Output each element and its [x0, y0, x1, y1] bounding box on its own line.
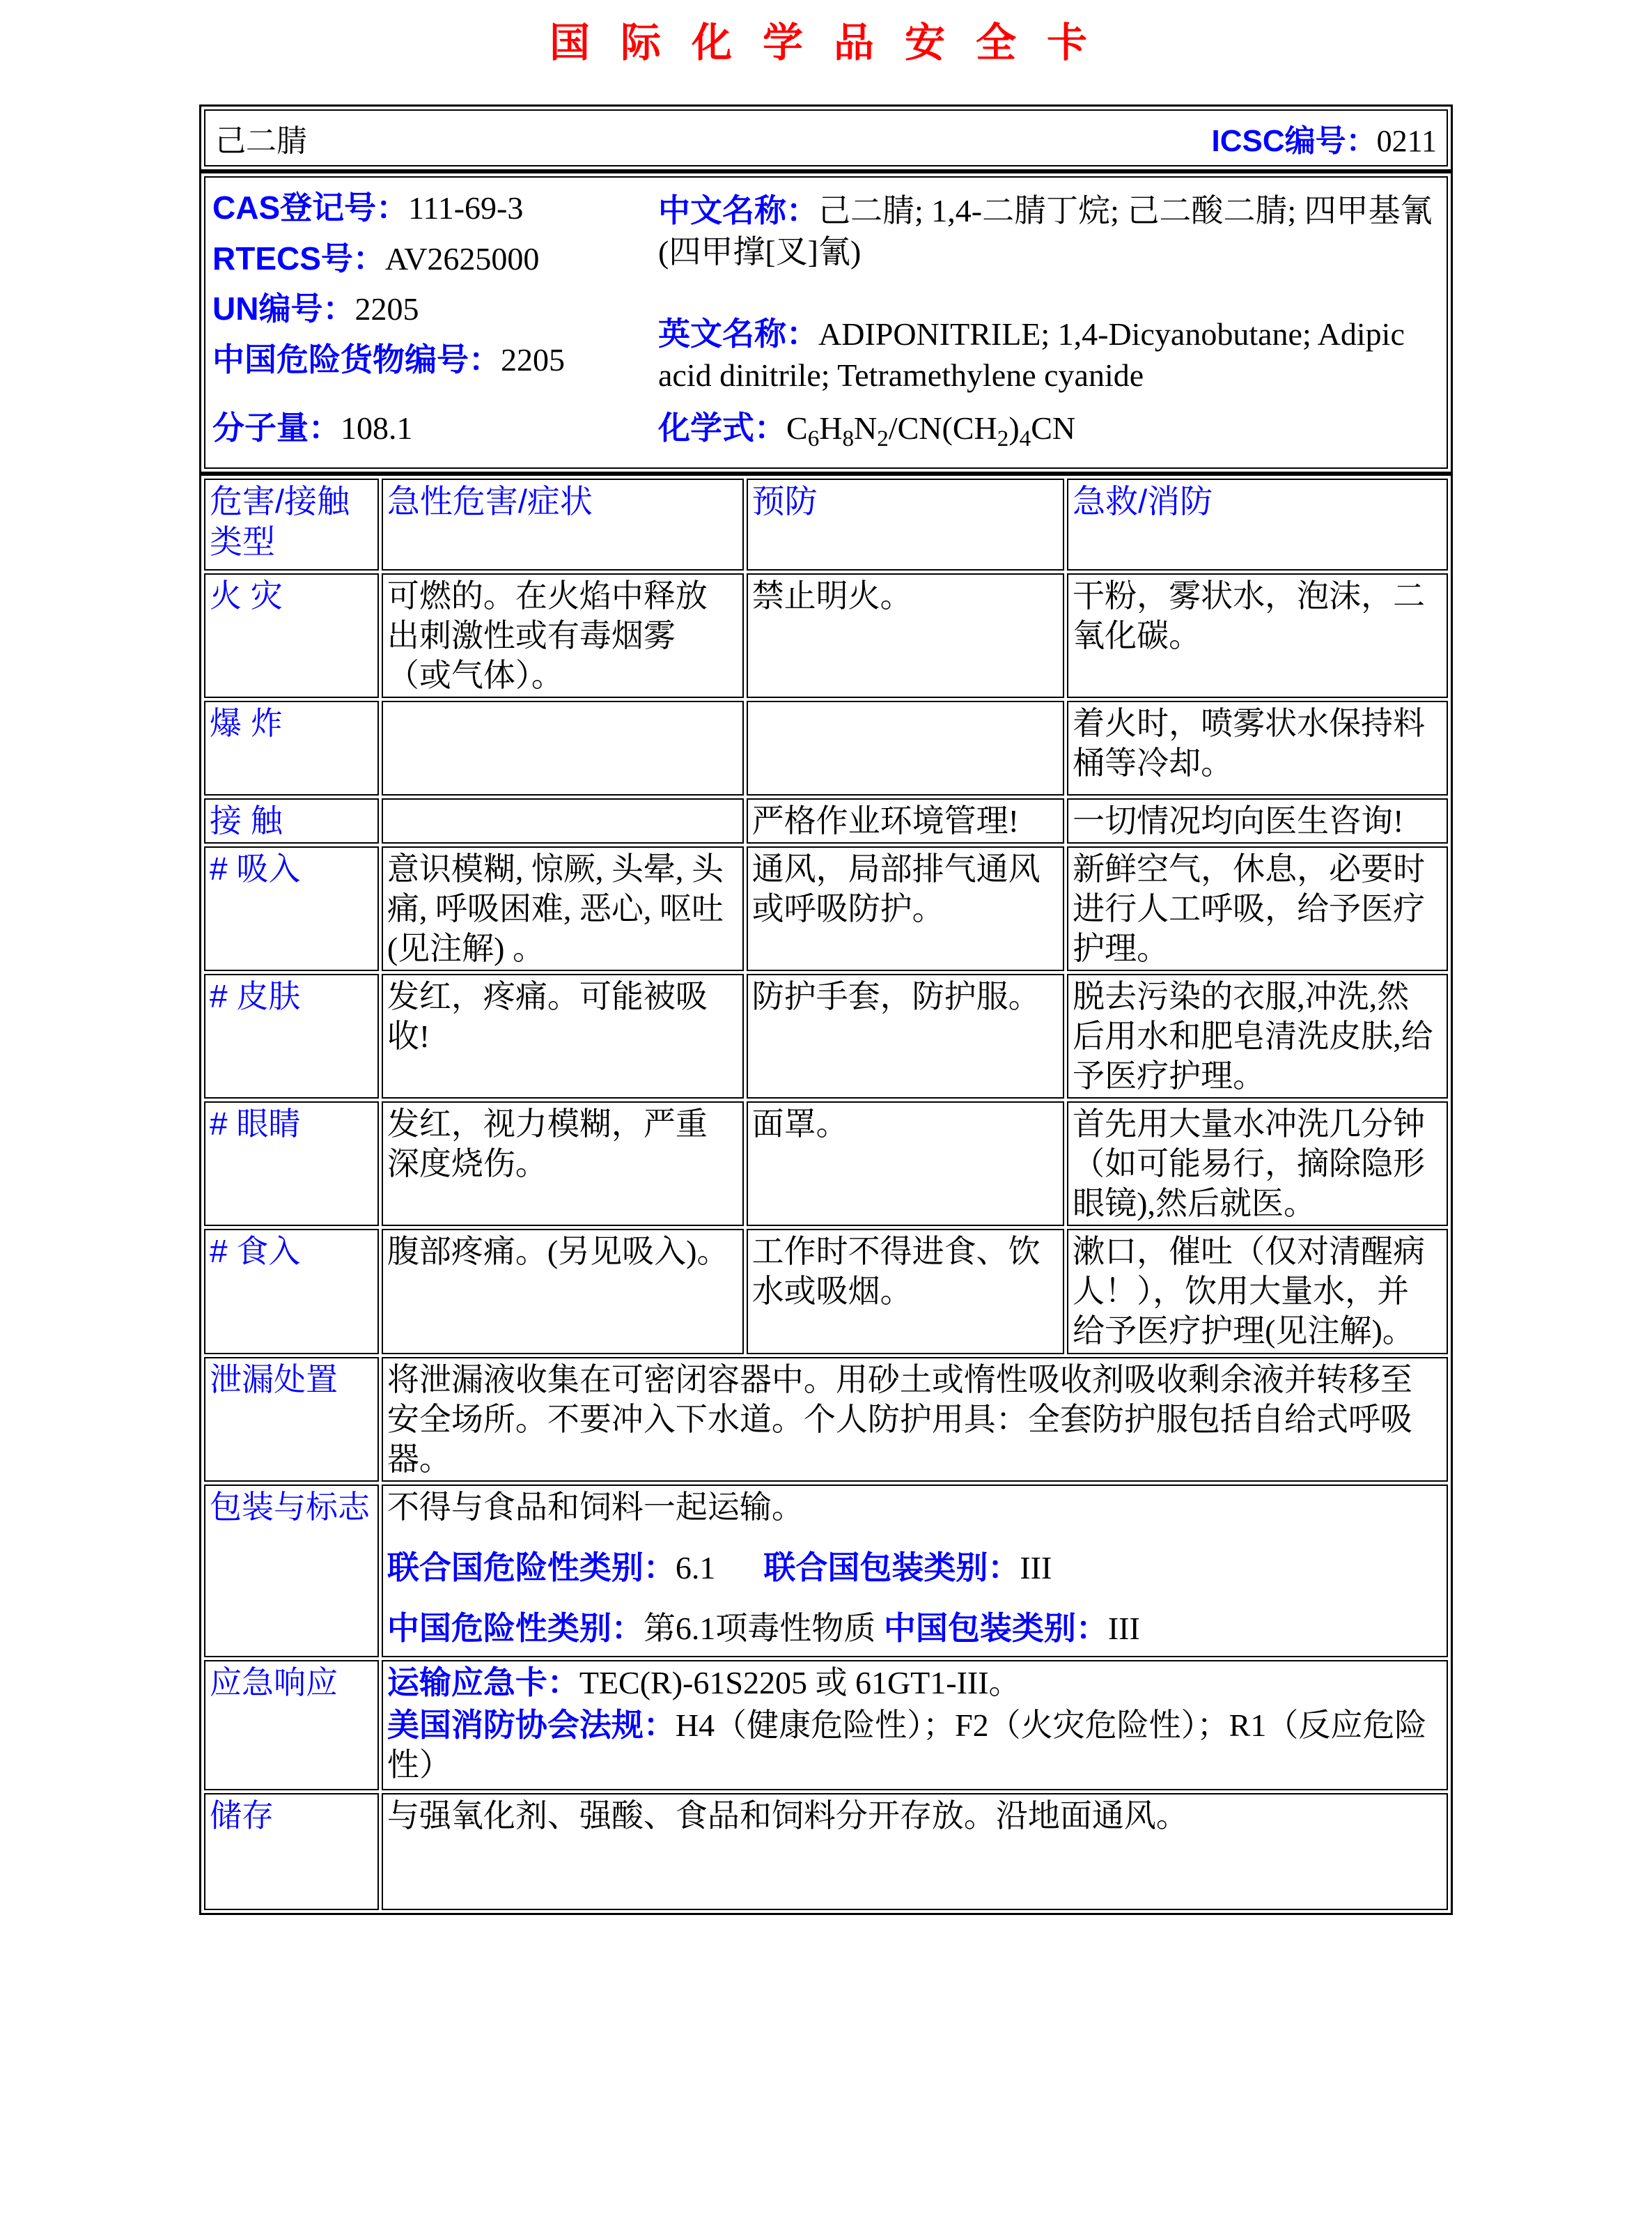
row-label-spill: 泄漏处置 [204, 1357, 379, 1482]
chemical-formula [658, 403, 1075, 452]
spill-text: 将泄漏液收集在可密闭容器中。用砂土或惰性吸收剂吸收剩余液并转移至安全场所。不要冲入下水道。个人防护用具：全套防护服包括自给式呼吸器。 [382, 1357, 1448, 1482]
rtecs-number [212, 241, 658, 277]
row-ingestion [204, 1229, 1448, 1354]
skin-prevention: 防护手套，防护服。 [747, 974, 1065, 1099]
skin-first-aid: 脱去污染的衣服,冲洗,然后用水和肥皂清洗皮肤,给予医疗护理。 [1067, 974, 1448, 1099]
english-name-value: ADIPONITRILE; 1,4-Dicyanobutane; Adipic acid dinitrile; Tetramethylene cyanide [658, 316, 1405, 393]
eyes-first-aid: 首先用大量水冲洗几分钟（如可能易行，摘除隐形眼镜),然后就医。 [1067, 1101, 1448, 1226]
explosion-first-aid: 着火时，喷雾状水保持料桶等冷却。 [1067, 701, 1448, 796]
safety-card [199, 104, 1453, 1915]
rtecs-label: RTECS号： [212, 240, 385, 277]
packaging-china-classification: 中国危险性类别：第6.1项毒性物质 中国包装类别：III [387, 1609, 1140, 1646]
english-name-label: 英文名称： [658, 315, 818, 352]
ingestion-prevention: 工作时不得进食、饮水或吸烟。 [747, 1229, 1065, 1354]
hazard-table [199, 474, 1453, 1915]
packaging-un-classification: 联合国危险性类别：6.1 联合国包装类别：III [387, 1549, 1052, 1586]
eyes-symptoms: 发红，视力模糊，严重深度烧伤。 [382, 1101, 744, 1226]
ingestion-first-aid: 漱口，催吐（仅对清醒病人！），饮用大量水，并给予医疗护理(见注解)。 [1067, 1229, 1448, 1354]
row-eyes [204, 1101, 1448, 1226]
inhalation-first-aid: 新鲜空气，休息，必要时进行人工呼吸，给予医疗护理。 [1067, 846, 1448, 971]
contact-symptoms [382, 798, 744, 844]
identification-box [199, 171, 1453, 474]
fire-symptoms: 可燃的。在火焰中释放出刺激性或有毒烟雾（或气体）。 [382, 573, 744, 698]
row-packaging [204, 1484, 1448, 1657]
ingestion-symptoms: 腹部疼痛。(另见吸入)。 [382, 1229, 744, 1354]
english-name [658, 313, 1437, 396]
chinese-name-label: 中文名称： [658, 192, 818, 228]
formula-value: $C_6H_8N_2/CN(CH_2)_4CN$ [786, 410, 1076, 451]
un-label: UN编号： [212, 290, 355, 327]
row-label-eyes: # 眼睛 [204, 1101, 379, 1226]
row-label-fire: 火 灾 [204, 573, 379, 698]
row-label-contact: 接 触 [204, 798, 379, 844]
header-prevention: 预防 [747, 479, 1065, 571]
inhalation-prevention: 通风，局部排气通风或呼吸防护。 [747, 846, 1065, 971]
row-label-storage: 储存 [204, 1793, 379, 1910]
un-value: 2205 [354, 291, 419, 327]
molecular-weight-value: 108.1 [341, 410, 413, 446]
emergency-response-cell [382, 1660, 1448, 1790]
fire-prevention: 禁止明火。 [747, 573, 1065, 698]
rtecs-value: AV2625000 [384, 240, 540, 277]
molecular-weight-label: 分子量： [212, 409, 341, 446]
china-dg-value: 2205 [501, 341, 565, 378]
identification [204, 176, 1448, 469]
row-spill [204, 1357, 1448, 1482]
storage-text: 与强氧化剂、强酸、食品和饲料分开存放。沿地面通风。 [382, 1793, 1448, 1910]
contact-first-aid: 一切情况均向医生咨询! [1067, 798, 1448, 844]
substance-names [658, 190, 1437, 403]
row-label-packaging: 包装与标志 [204, 1484, 379, 1657]
row-inhalation [204, 846, 1448, 971]
cas-value: 111-69-3 [408, 190, 524, 226]
row-label-emergency-response: 应急响应 [204, 1660, 379, 1790]
row-contact [204, 798, 1448, 844]
header-hazard-type: 危害/接触类型 [204, 479, 379, 571]
name-row [204, 109, 1448, 166]
skin-symptoms: 发红，疼痛。可能被吸收! [382, 974, 744, 1099]
row-label-inhalation: # 吸入 [204, 846, 379, 971]
molecular-weight [212, 403, 658, 449]
substance-name: 己二腈 [215, 124, 307, 158]
formula-label: 化学式： [658, 409, 786, 446]
identification-bottom [212, 403, 1437, 452]
china-dg-number [212, 342, 658, 378]
row-label-skin: # 皮肤 [204, 974, 379, 1099]
packaging-cell [382, 1484, 1448, 1657]
contact-prevention: 严格作业环境管理! [747, 798, 1065, 844]
row-explosion [204, 701, 1448, 796]
packaging-transport-note: 不得与食品和饲料一起运输。 [387, 1489, 804, 1525]
row-storage [204, 1793, 1448, 1910]
un-number [212, 291, 658, 327]
chinese-name [658, 190, 1437, 273]
hazard-header-row [204, 479, 1448, 571]
row-emergency-response [204, 1660, 1448, 1790]
icsc-label: ICSC编号： [1211, 124, 1377, 158]
header-symptoms: 急性危害/症状 [382, 479, 744, 571]
explosion-symptoms [382, 701, 744, 796]
header-first-aid: 急救/消防 [1067, 479, 1448, 571]
row-skin [204, 974, 1448, 1099]
fire-first-aid: 干粉，雾状水，泡沫，二氧化碳。 [1067, 573, 1448, 698]
cas-label: CAS登记号： [212, 189, 409, 226]
cas-number [212, 190, 658, 226]
name-box [199, 104, 1453, 171]
eyes-prevention: 面罩。 [747, 1101, 1065, 1226]
icsc-number [1212, 116, 1437, 160]
row-fire [204, 573, 1448, 698]
identification-top [212, 190, 1437, 403]
nfpa-code: 美国消防协会法规：H4（健康危险性）；F2（火灾危险性）；R1（反应危险性） [387, 1706, 1427, 1783]
chinese-name-value: 己二腈; 1,4-二腈丁烷; 己二酸二腈; 四甲基氰(四甲撑[叉]氰) [658, 193, 1433, 270]
transport-emergency-card: 运输应急卡：TEC(R)-61S2205 或 61GT1-III。 [387, 1664, 1021, 1700]
china-dg-label: 中国危险货物编号： [212, 341, 501, 378]
row-label-ingestion: # 食入 [204, 1229, 379, 1354]
page-title: 国际化学品安全卡 [549, 20, 1118, 65]
row-label-explosion: 爆 炸 [204, 701, 379, 796]
registry-numbers [212, 190, 658, 403]
icsc-value: 0211 [1376, 124, 1437, 158]
inhalation-symptoms: 意识模糊, 惊厥, 头晕, 头痛, 呼吸困难, 恶心, 呕吐(见注解) 。 [382, 846, 744, 971]
explosion-prevention [747, 701, 1065, 796]
